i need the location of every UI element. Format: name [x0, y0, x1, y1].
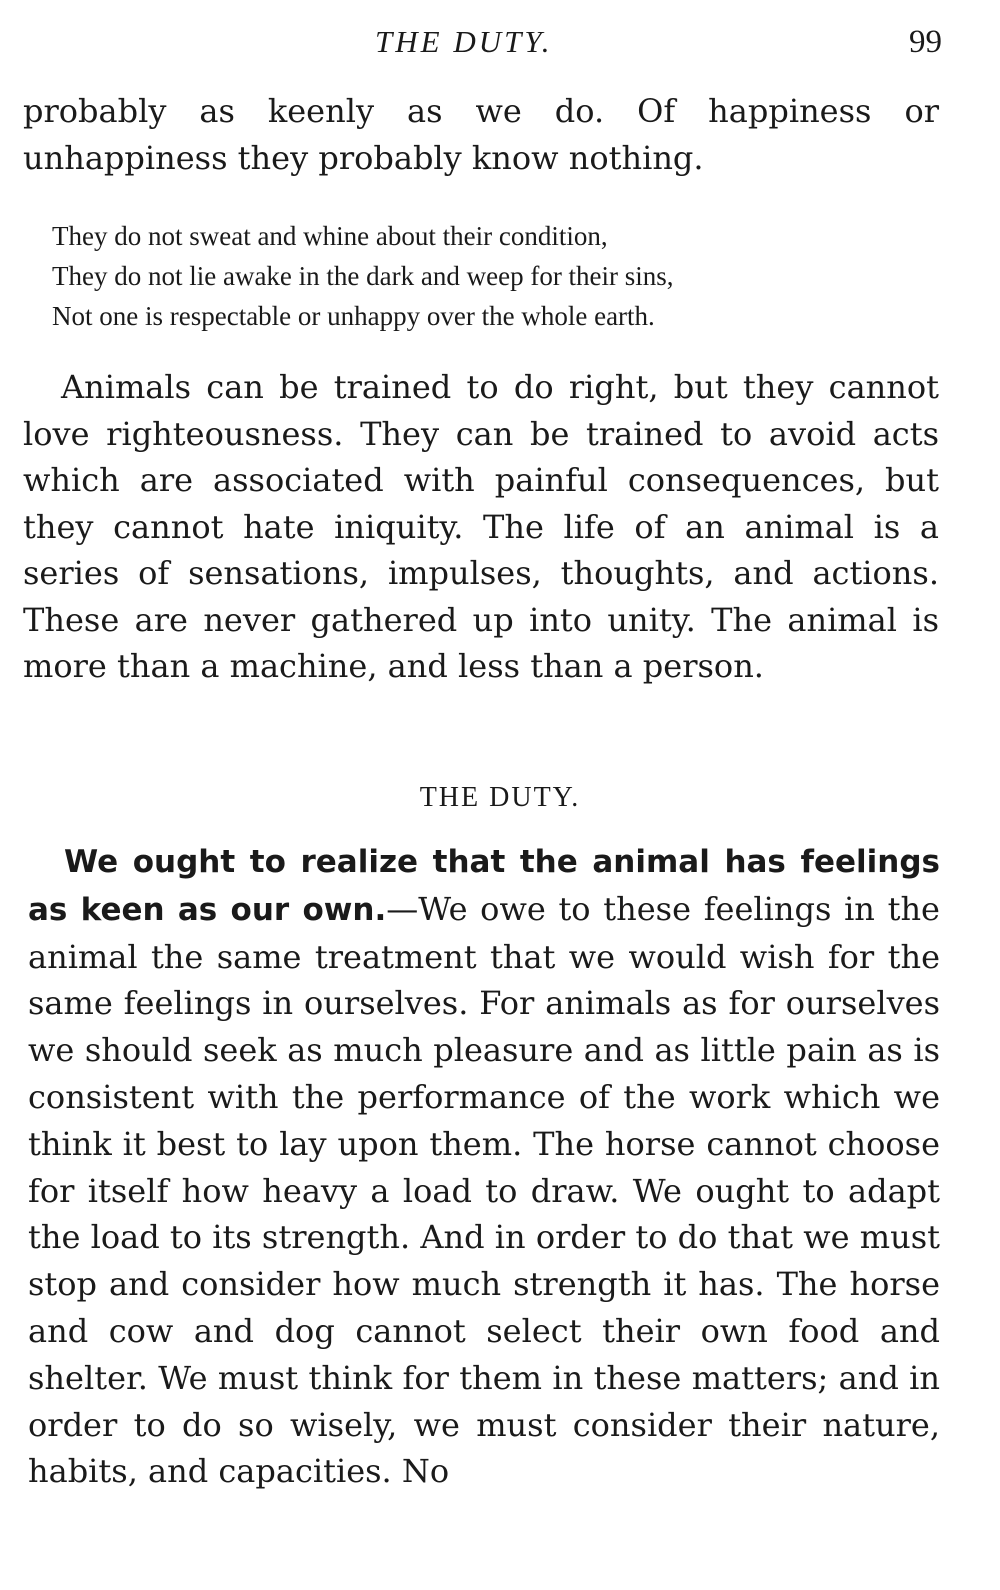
verse-line: Not one is respectable or unhappy over the whole earth.: [52, 301, 655, 331]
running-header: [0, 24, 1000, 68]
paragraph-duty-body: —We owe to these feelings in the animal the same treatment that we would wish for the same feelings in ourselves. For animals as for ourselves we should seek as much pleasure and as little pain as is consistent with the performance of the work which we think it best to lay upon them. The horse cannot choose for itself how heavy a load to draw. We ought to adapt the load to its strength. And in order to do that we must stop and consider how much strength it has. The horse and cow and dog cannot select their own food and shelter. We must think for them in these matters; and in order to do so wisely, we must consider their nature, habits, and capacities. No: [28, 889, 940, 1491]
verse-line: They do not sweat and whine about their condition,: [52, 221, 608, 251]
paragraph-continuation: probably as keenly as we do. Of happiness or unhappiness they probably know nothing.: [23, 92, 939, 177]
verse-line: They do not lie awake in the dark and weep for their sins,: [52, 261, 674, 291]
verse-quotation: [52, 216, 952, 336]
paragraph-animals: Animals can be trained to do right, but they cannot love righteousness. They can be trained to avoid acts which are associated with painful consequences, but they cannot hate iniquity. The life of an animal is a series of sensations, impulses, thoughts, and actions. These are never gathered up into unity. The animal is more than a machine, and less than a person.: [23, 368, 939, 685]
page-number: 99: [909, 24, 942, 60]
bold-lead-in: We ought to realize that the animal has feelings as keen as our own.: [28, 844, 940, 928]
paragraph-duty: [28, 838, 940, 1495]
running-title: THE DUTY.: [375, 24, 553, 59]
section-heading: THE DUTY.: [419, 782, 581, 813]
